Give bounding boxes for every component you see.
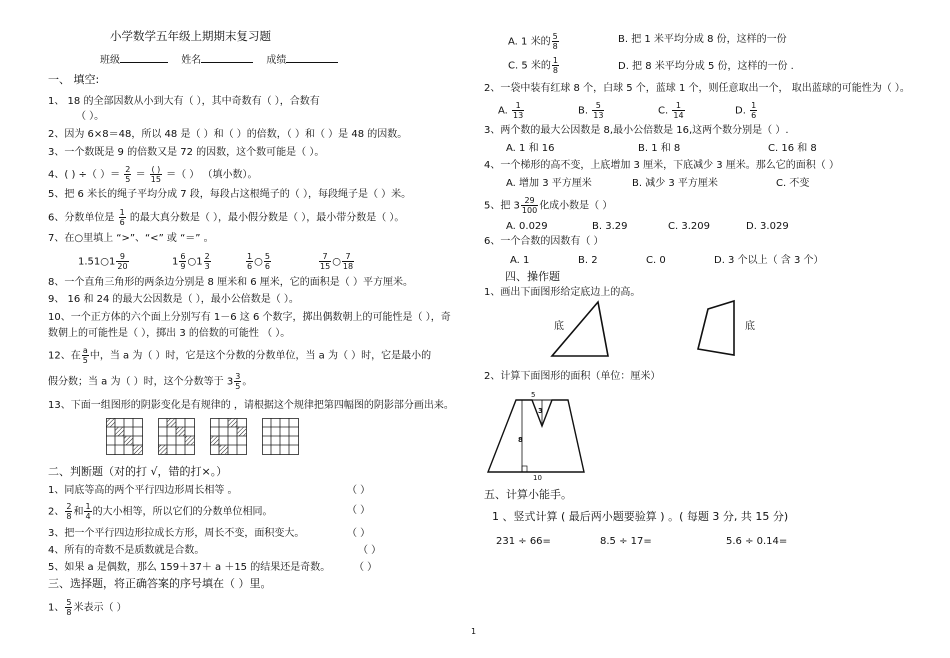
judge-2-answer[interactable]: （ ） [347, 505, 371, 516]
choice-3-option-c[interactable]: C. 16 和 8 [768, 143, 817, 154]
question-7: 7、在○里填上 “>”、“<” 或 “＝” 。 [48, 233, 214, 244]
page-title: 小学数学五年级上期期末复习题 [110, 29, 271, 43]
choice-4-option-b[interactable]: B. 减少 3 平方厘米 [632, 178, 718, 189]
choice-5-option-d[interactable]: D. 3.029 [746, 221, 789, 232]
calc-1: 231 ÷ 66= [496, 536, 551, 547]
choice-5: 5、把 3 $\frac{29}{100}$ 化成小数是（ ） [484, 196, 613, 215]
question-6-start: 6、分数单位是 [48, 212, 115, 224]
judge-3-answer[interactable]: （ ） [347, 528, 371, 539]
choice-1: 1、 $\frac{5}{8}$ 米表示（ ） [48, 598, 127, 617]
compare-3: $\frac{1}{6}$ ○ $\frac{5}{6}$ [247, 252, 270, 271]
judge-1-answer[interactable]: （ ） [347, 485, 371, 496]
choice-6-option-d[interactable]: D. 3 个以上（ 含 3 个） [714, 255, 824, 266]
question-4-end: ＝（ ） （填小数）。 [166, 169, 258, 181]
page-number: 1 [471, 627, 477, 636]
base-label-trapezoid: 底 [745, 321, 755, 332]
judge-1: 1、同底等高的两个平行四边形周长相等 。 [48, 485, 238, 496]
choice-3-option-b[interactable]: B. 1 和 8 [638, 143, 681, 154]
question-12-line-1: 12、在 $\frac{a}{5}$ 中，当 a 为（ ）时，它是这个分数的分数单位，当 a 为（ ）时，它是最小的 [48, 346, 432, 365]
name-label: 姓名 [181, 55, 202, 66]
score-field[interactable] [286, 53, 338, 63]
fraction: $\frac{( )}{15}$ [150, 165, 161, 184]
choice-4-option-a[interactable]: A. 增加 3 平方厘米 [506, 178, 592, 189]
choice-5-option-c[interactable]: C. 3.209 [668, 221, 710, 232]
class-field[interactable] [120, 53, 168, 63]
question-10-line-2: 数朝上的可能性是（ ），掷出 3 的倍数的可能性 （ ）。 [48, 328, 291, 339]
question-8: 8、一个直角三角形的两条边分别是 8 厘米和 6 厘米，它的面积是（ ）平方厘米。 [48, 277, 413, 288]
question-1-line-1: 1、 18 的全部因数从小到大有（ ），其中奇数有（ ），合数有 [48, 96, 320, 107]
choice-4: 4、一个梯形的高不变，上底增加 3 厘米，下底减少 3 厘米。那么它的面积（ ） [484, 160, 839, 171]
choice-6-option-a[interactable]: A. 1 [510, 255, 530, 266]
choice-2-option-a[interactable]: A. $\frac{1}{13}$ [498, 101, 524, 120]
question-9: 9、 16 和 24 的最大公因数是（ ），最小公倍数是（ ）。 [48, 294, 299, 305]
question-4 [48, 165, 257, 184]
choice-2-option-d[interactable]: D. $\frac{1}{6}$ [735, 101, 757, 120]
section-4-title: 四、操作题 [505, 270, 560, 283]
choice-1-option-b[interactable]: B. 把 1 米平均分成 8 份，这样的一份 [618, 34, 787, 45]
choice-4-option-c[interactable]: C. 不变 [776, 178, 810, 189]
pattern-grid-3 [210, 418, 252, 456]
area-figure [484, 386, 594, 480]
pattern-grid-1 [106, 418, 148, 456]
judge-5-answer[interactable]: （ ） [354, 562, 378, 573]
judge-4-answer[interactable]: （ ） [358, 545, 382, 556]
choice-3: 3、两个数的最大公因数是 8,最小公倍数是 16,这两个数分别是（ ）. [484, 125, 789, 136]
choice-6-option-c[interactable]: C. 0 [646, 255, 666, 266]
choice-1-option-c[interactable]: C. 5 米的 $\frac{1}{8}$ [508, 56, 558, 75]
calc-3: 5.6 ÷ 0.14= [726, 536, 788, 547]
section-3-title: 三、选择题，将正确答案的序号填在（ ）里。 [48, 577, 272, 590]
question-3: 3、一个数既是 9 的倍数又是 72 的因数，这个数可能是（ ）。 [48, 147, 325, 158]
class-label: 班级 [100, 55, 120, 66]
operation-2: 2、计算下面图形的面积（单位：厘米） [484, 371, 661, 382]
dimension-top: 5 [531, 391, 536, 399]
calc-2: 8.5 ÷ 17= [600, 536, 652, 547]
question-2: 2、因为 6×8＝48，所以 48 是（ ）和（ ）的倍数，（ ）和（ ）是 48 的因数。 [48, 129, 408, 140]
dimension-height: 8 [518, 436, 523, 444]
choice-6: 6、一个合数的因数有（ ） [484, 236, 604, 247]
choice-2: 2、一袋中装有红球 8 个，白球 5 个，蓝球 1 个，则任意取出一个， 取出蓝球的可能性为（ ）。 [484, 83, 910, 94]
score-label: 成绩 [266, 55, 287, 66]
question-1-line-2: （ ）。 [76, 111, 105, 122]
choice-5-option-b[interactable]: B. 3.29 [592, 221, 628, 232]
question-6-end: 的最大真分数是（ ），最小假分数是（ ），最小带分数是（ ）。 [129, 212, 405, 224]
base-label-triangle: 底 [554, 321, 564, 332]
section-5-subtitle: 1 、竖式计算 ( 最后两小题要验算 ) 。( 每题 3 分, 共 15 分) [492, 510, 789, 523]
choice-1-option-a[interactable]: A. 1 米的 $\frac{5}{8}$ [508, 32, 558, 51]
choice-3-option-a[interactable]: A. 1 和 16 [506, 143, 555, 154]
section-2-title: 二、判断题（对的打 √，错的打×。） [48, 465, 228, 478]
choice-2-option-c[interactable]: C. $\frac{1}{14}$ [658, 101, 684, 120]
question-10-line-1: 10、一个正方体的六个面上分别写有 1－6 这 6 个数字，掷出偶数朝上的可能性是（ ），奇 [48, 312, 451, 323]
choice-1-option-d[interactable]: D. 把 8 米平均分成 5 份，这样的一份 . [618, 61, 794, 72]
compare-1: 1.51○1 $\frac{9}{20}$ [78, 252, 128, 271]
dimension-bottom: 10 [533, 474, 542, 482]
judge-3: 3、把一个平行四边形拉成长方形，周长不变，面积变大。 [48, 528, 305, 539]
question-13: 13、下面一组图形的阴影变化是有规律的 ，请根据这个规律把第四幅图的阴影部分画出来。 [48, 400, 454, 411]
choice-2-option-b[interactable]: B. $\frac{5}{13}$ [578, 101, 604, 120]
question-5: 5、把 6 米长的绳子平均分成 7 段，每段占这根绳子的（ ），每段绳子是（ ）米。 [48, 189, 412, 200]
choice-5-option-a[interactable]: A. 0.029 [506, 221, 548, 232]
fraction: $\frac{1}{6}$ [119, 208, 125, 227]
trapezoid-figure[interactable] [694, 297, 738, 359]
judge-2: 2、 $\frac{2}{8}$ 和 $\frac{1}{4}$ 的大小相等，所以它们的分数单位相同。 [48, 502, 273, 521]
judge-5: 5、如果 a 是偶数，那么 159＋37＋ a ＋15 的结果还是奇数。 [48, 562, 331, 573]
judge-4: 4、所有的奇数不是质数就是合数。 [48, 545, 205, 556]
section-5-title: 五、计算小能手。 [484, 488, 572, 501]
question-6 [48, 208, 404, 227]
student-info-line [100, 53, 338, 67]
question-4-start: 4、( ) ÷（ ）＝ [48, 169, 121, 181]
operation-1: 1、画出下面图形给定底边上的高。 [484, 287, 641, 298]
compare-2: 1 $\frac{6}{9}$ ○1 $\frac{2}{3}$ [172, 252, 210, 271]
choice-6-option-b[interactable]: B. 2 [578, 255, 598, 266]
equals-sign: ＝ [135, 169, 146, 181]
dimension-notch: 3 [538, 407, 543, 415]
question-12-line-2: 假分数；当 a 为（ ）时，这个分数等于 3 $\frac{3}{5}$ 。 [48, 372, 253, 391]
name-field[interactable] [201, 53, 253, 63]
triangle-figure[interactable] [548, 298, 614, 360]
fraction: $\frac{2}{5}$ [125, 165, 131, 184]
compare-4: $\frac{7}{15}$ ○ $\frac{7}{18}$ [320, 252, 354, 271]
pattern-grid-2 [158, 418, 200, 456]
section-1-title: 一、 填空: [48, 73, 100, 86]
pattern-grid-4-blank[interactable] [262, 418, 304, 456]
